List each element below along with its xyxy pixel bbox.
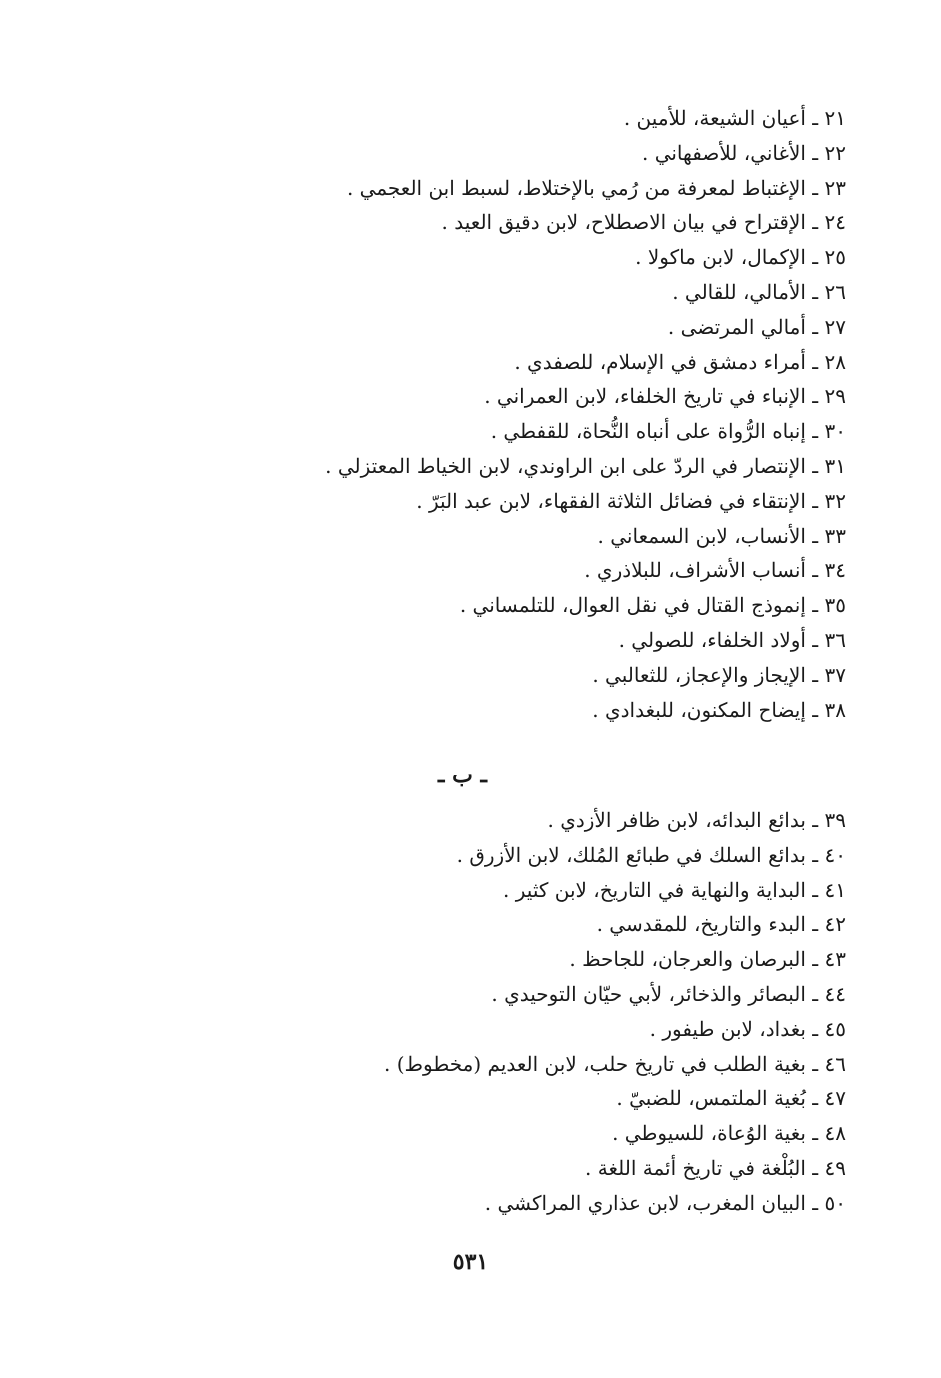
list-item: ٣٥ ـ إنموذج القتال في نقل العوال، للتلمساني .: [459, 593, 846, 618]
list-item: ٢٧ ـ أمالي المرتضى .: [667, 314, 846, 339]
list-item: ٢٣ ـ الإغتباط لمعرفة من رُمي بالإختلاط، لسبط ابن العجمي .: [346, 175, 846, 200]
list-item: ٢٢ ـ الأغاني، للأصفهاني .: [641, 140, 846, 165]
list-item: ٣٧ ـ الإيجاز والإعجاز، للثعالبي .: [592, 662, 846, 687]
list-item: ٢٩ ـ الإنباء في تاريخ الخلفاء، لابن العمراني .: [484, 384, 846, 409]
list-item: ٢٨ ـ أمراء دمشق في الإسلام، للصفدي .: [514, 349, 846, 374]
list-item: ٤٧ ـ بُغية الملتمس، للضبيّ .: [616, 1086, 846, 1111]
list-item: ٤٢ ـ البدء والتاريخ، للمقدسي .: [596, 912, 846, 937]
list-item: ٢٤ ـ الإقتراح في بيان الاصطلاح، لابن دقيق العيد .: [441, 210, 846, 235]
list-item: ٤٣ ـ البرصان والعرجان، للجاحظ .: [569, 947, 846, 972]
section-letter: ـ ب ـ: [438, 762, 487, 788]
list-item: ٣٤ ـ أنساب الأشراف، للبلاذري .: [584, 558, 846, 583]
list-item: ٣٦ ـ أولاد الخلفاء، للصولي .: [618, 627, 846, 652]
bibliography-list-ba: [286, 803, 846, 1221]
list-item: ٢٥ ـ الإكمال، لابن ماكولا .: [635, 245, 846, 270]
list-item: ٣٠ ـ إنباه الرُّواة على أنباه النُّحاة، للقفطي .: [490, 419, 846, 444]
list-item: ٣٨ ـ إيضاح المكنون، للبغدادي .: [592, 697, 846, 722]
list-item: ٣٣ ـ الأنساب، لابن السمعاني .: [597, 523, 846, 548]
list-item: ٥٠ ـ البيان المغرب، لابن عذاري المراكشي .: [484, 1190, 846, 1215]
list-item: ٤٦ ـ بغية الطلب في تاريخ حلب، لابن العديم (مخطوط) .: [383, 1051, 846, 1076]
list-item: ٤٤ ـ البصائر والذخائر، لأبي حيّان التوحيدي .: [491, 981, 846, 1006]
list-item: ٤٩ ـ البُلْغة في تاريخ أئمة اللغة .: [585, 1155, 846, 1180]
list-item: ٤٨ ـ بغية الوُعاة، للسيوطي .: [612, 1121, 846, 1146]
page-number: ٥٣١: [452, 1249, 489, 1275]
list-item: ٤١ ـ البداية والنهاية في التاريخ، لابن كثير .: [503, 877, 846, 902]
list-item: ٣٢ ـ الإنتقاء في فضائل الثلاثة الفقهاء، لابن عبد البَرّ .: [416, 488, 846, 513]
page-number-footer: [0, 1245, 941, 1279]
list-item: ٣١ ـ الإنتصار في الردّ على ابن الراوندي، لابن الخياط المعتزلي .: [325, 453, 846, 478]
list-item: ٤٠ ـ بدائع السلك في طبائع المُلك، لابن الأزرق .: [456, 842, 846, 867]
bibliography-list-alif: [286, 101, 846, 727]
section-heading: [0, 758, 941, 792]
list-item: ٤٥ ـ بغداد، لابن طيفور .: [649, 1016, 846, 1041]
list-item: ٢١ ـ أعيان الشيعة، للأمين .: [623, 106, 846, 130]
list-item: ٢٦ ـ الأمالي، للقالي .: [672, 279, 846, 304]
list-item: ٣٩ ـ بدائع البدائه، لابن ظافر الأزدي .: [547, 808, 846, 832]
